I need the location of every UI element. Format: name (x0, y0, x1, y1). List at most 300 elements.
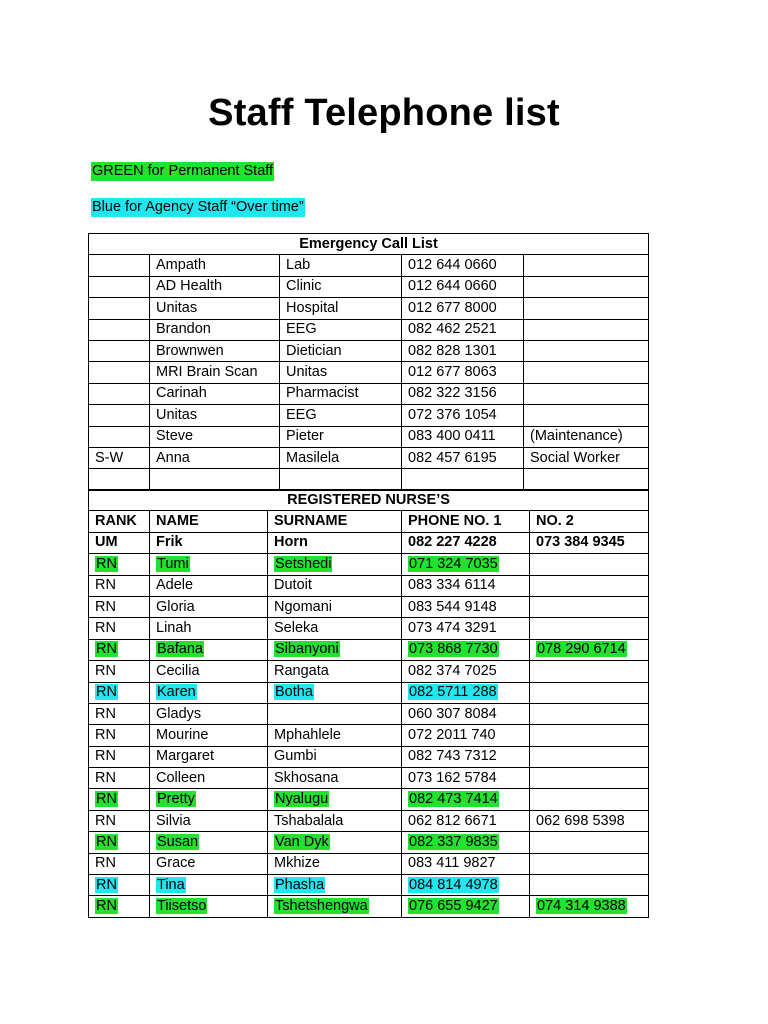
nurse-phone-2-cell (530, 896, 649, 917)
emergency-role-cell-text: Clinic (286, 278, 322, 295)
nurse-name-cell (150, 746, 268, 767)
nurse-phone-2-cell (530, 618, 649, 639)
nurse-phone-1-cell-text: 071 324 7035 (409, 555, 498, 572)
nurse-phone-1-cell-text: 084 814 4978 (409, 876, 498, 893)
nurse-name-cell (150, 596, 268, 617)
nurse-surname-cell (268, 661, 402, 682)
table-row (89, 639, 649, 660)
emergency-phone-cell-text: 012 677 8000 (408, 299, 497, 316)
emergency-role-cell (280, 405, 402, 426)
emergency-label-cell-text: S-W (95, 449, 124, 466)
nurse-phone-1-cell-text: 072 2011 740 (408, 726, 496, 743)
nurse-phone-2-cell (530, 746, 649, 767)
emergency-role-cell (280, 383, 402, 404)
emergency-role-cell (280, 340, 402, 361)
emergency-role-cell-text: Hospital (286, 299, 339, 316)
nurse-rank-cell (89, 575, 150, 596)
nurse-surname-cell-text: Tshetshengwa (275, 898, 368, 915)
emergency-phone-cell-text: 082 462 2521 (408, 321, 497, 338)
nurse-name-cell-text: Adele (156, 577, 194, 594)
emergency-note-cell (524, 469, 649, 490)
emergency-note-cell (524, 340, 649, 361)
nurse-name-cell (150, 832, 268, 853)
nurse-phone-1-cell (402, 832, 530, 853)
nurse-rank-cell (89, 682, 150, 703)
nurse-phone-2-cell (530, 639, 649, 660)
nurse-phone-1-cell (402, 661, 530, 682)
nurse-phone-2-cell (530, 810, 649, 831)
emergency-name-cell-text: Brownwen (156, 342, 224, 359)
emergency-name-cell-text: Unitas (156, 299, 198, 316)
nurse-name-cell (150, 575, 268, 596)
nurse-name-cell-text: Mourine (156, 726, 209, 743)
table-row (89, 725, 649, 746)
emergency-label-cell (89, 298, 150, 319)
table-row (89, 661, 649, 682)
nurse-name-cell (150, 682, 268, 703)
table-row (89, 554, 649, 575)
nurse-phone-1-cell (402, 768, 530, 789)
nurse-phone-2-cell (530, 768, 649, 789)
emergency-note-cell (524, 362, 649, 383)
emergency-name-cell-text: Steve (156, 428, 194, 445)
nurse-rank-cell (89, 596, 150, 617)
emergency-phone-cell (402, 426, 524, 447)
emergency-phone-cell (402, 255, 524, 276)
nurse-phone-1-cell-text: 060 307 8084 (408, 705, 497, 722)
emergency-name-cell (150, 426, 280, 447)
nurse-name-cell (150, 618, 268, 639)
nurse-rank-cell-text: RN (96, 898, 117, 915)
nurse-name-cell-text: Pretty (157, 791, 195, 808)
nurse-rank-cell-text: RN (96, 684, 117, 701)
emergency-name-cell (150, 276, 280, 297)
nurse-phone-2-cell-text: 074 314 9388 (537, 898, 626, 915)
emergency-name-cell (150, 340, 280, 361)
nurse-surname-cell-text: Setshedi (275, 555, 332, 572)
nurse-surname-cell (268, 746, 402, 767)
table-row (89, 298, 649, 319)
emergency-phone-cell (402, 383, 524, 404)
emergency-note-cell (524, 276, 649, 297)
emergency-role-cell (280, 426, 402, 447)
nurse-name-cell-text: Colleen (156, 769, 206, 786)
nurse-surname-cell (268, 596, 402, 617)
legend-agency-staff: Blue for Agency Staff “Over time” (92, 199, 304, 215)
nurse-surname-cell-text: Tshabalala (274, 812, 344, 829)
emergency-name-cell-text: Carinah (156, 385, 207, 402)
nurse-name-cell (150, 768, 268, 789)
table-row (89, 768, 649, 789)
nurse-name-cell-text: Tumi (157, 555, 189, 572)
nurse-surname-cell-text: Botha (275, 684, 313, 701)
emergency-note-cell-text: (Maintenance) (530, 428, 623, 445)
nurse-rank-cell-text: RN (96, 641, 117, 658)
nurse-name-cell (150, 725, 268, 746)
nurse-surname-cell (268, 532, 402, 553)
nurse-phone-1-cell-text: 082 743 7312 (408, 748, 497, 765)
nurse-rank-cell-text: RN (95, 726, 116, 743)
nurse-name-cell-text: Frik (156, 534, 183, 551)
nurse-name-cell-text: Grace (156, 855, 196, 872)
page-title: Staff Telephone list (208, 92, 560, 134)
emergency-label-cell (89, 426, 150, 447)
nurse-rank-cell (89, 875, 150, 896)
nurse-phone-1-cell-text: 073 162 5784 (408, 769, 497, 786)
nurse-phone-1-cell-text: 082 374 7025 (408, 662, 497, 679)
table-row (89, 832, 649, 853)
emergency-name-cell (150, 447, 280, 468)
nurse-surname-cell-text: Seleka (274, 620, 319, 637)
nurse-rank-cell-text: UM (95, 534, 118, 551)
nurse-surname-cell (268, 768, 402, 789)
nurse-rank-cell-text: RN (95, 577, 116, 594)
nurse-phone-2-cell (530, 875, 649, 896)
emergency-label-cell (89, 383, 150, 404)
emergency-label-cell (89, 340, 150, 361)
column-header-name-text: NAME (156, 513, 199, 530)
emergency-note-cell (524, 383, 649, 404)
nurse-name-cell-text: Gloria (156, 598, 195, 615)
table-row (89, 405, 649, 426)
column-header-phone-2 (530, 511, 649, 532)
nurses-header (89, 490, 649, 511)
emergency-phone-cell-text: 072 376 1054 (408, 406, 497, 423)
nurse-rank-cell-text: RN (95, 662, 116, 679)
emergency-name-cell (150, 405, 280, 426)
table-row (89, 575, 649, 596)
nurse-phone-1-cell (402, 703, 530, 724)
emergency-name-cell-text: MRI Brain Scan (156, 364, 258, 381)
table-row (89, 340, 649, 361)
nurse-rank-cell (89, 832, 150, 853)
emergency-role-cell-text: Unitas (286, 364, 328, 381)
nurse-rank-cell (89, 746, 150, 767)
emergency-role-cell (280, 447, 402, 468)
nurse-phone-2-cell-text: 073 384 9345 (536, 534, 625, 551)
table-row (89, 853, 649, 874)
nurse-phone-1-cell (402, 554, 530, 575)
nurse-phone-1-cell-text: 082 227 4228 (408, 534, 497, 551)
emergency-label-cell (89, 319, 150, 340)
column-header-phone-1-text: PHONE NO. 1 (408, 513, 502, 530)
nurses-header-text: REGISTERED NURSE’S (287, 491, 450, 508)
emergency-label-cell (89, 405, 150, 426)
nurse-rank-cell (89, 896, 150, 917)
nurse-surname-cell (268, 618, 402, 639)
emergency-note-cell (524, 298, 649, 319)
emergency-label-cell (89, 447, 150, 468)
nurse-name-cell-text: Silvia (156, 812, 191, 829)
column-header-phone-1 (402, 511, 530, 532)
nurse-phone-2-cell (530, 575, 649, 596)
emergency-role-cell (280, 298, 402, 319)
nurse-phone-2-cell (530, 554, 649, 575)
nurse-surname-cell-text: Van Dyk (275, 833, 329, 850)
nurse-name-cell-text: Gladys (156, 705, 202, 722)
nurse-rank-cell (89, 725, 150, 746)
emergency-call-table (88, 233, 649, 491)
nurse-phone-1-cell-text: 082 5711 288 (409, 684, 497, 701)
nurse-name-cell (150, 810, 268, 831)
nurse-rank-cell-text: RN (96, 555, 117, 572)
nurse-rank-cell-text: RN (95, 812, 116, 829)
nurse-phone-1-cell-text: 082 473 7414 (409, 791, 498, 808)
emergency-phone-cell-text: 012 644 0660 (408, 278, 497, 295)
nurse-phone-1-cell (402, 618, 530, 639)
nurse-name-cell (150, 896, 268, 917)
nurse-phone-1-cell-text: 083 334 6114 (408, 577, 496, 594)
emergency-name-cell (150, 298, 280, 319)
table-row (89, 703, 649, 724)
nurse-name-cell-text: Karen (157, 684, 196, 701)
legend-permanent-staff: GREEN for Permanent Staff (92, 163, 274, 179)
nurse-name-cell-text: Cecilia (156, 662, 200, 679)
nurse-phone-1-cell (402, 810, 530, 831)
nurse-surname-cell (268, 875, 402, 896)
nurse-rank-cell-text: RN (95, 855, 116, 872)
nurse-phone-2-cell (530, 661, 649, 682)
emergency-role-cell (280, 255, 402, 276)
emergency-name-cell (150, 469, 280, 490)
nurse-phone-1-cell (402, 682, 530, 703)
table-row (89, 362, 649, 383)
table-row (89, 426, 649, 447)
nurse-surname-cell-text: Phasha (275, 876, 325, 893)
nurse-surname-cell-text: Rangata (274, 662, 329, 679)
table-row (89, 469, 649, 490)
table-row (89, 875, 649, 896)
nurse-phone-1-cell (402, 639, 530, 660)
nurse-phone-1-cell (402, 725, 530, 746)
nurse-surname-cell-text: Horn (274, 534, 308, 551)
nurse-phone-1-cell-text: 083 544 9148 (408, 598, 497, 615)
nurse-surname-cell (268, 810, 402, 831)
emergency-name-cell-text: Anna (156, 449, 190, 466)
emergency-phone-cell (402, 362, 524, 383)
table-header-row (89, 234, 649, 255)
nurse-name-cell-text: Linah (156, 620, 192, 637)
emergency-role-cell-text: Dietician (286, 342, 342, 359)
nurse-surname-cell (268, 853, 402, 874)
nurse-phone-2-cell (530, 703, 649, 724)
emergency-note-cell (524, 255, 649, 276)
nurse-phone-1-cell-text: 073 868 7730 (409, 641, 498, 658)
emergency-label-cell (89, 276, 150, 297)
nurse-rank-cell (89, 703, 150, 724)
nurse-name-cell-text: Susan (157, 833, 199, 850)
nurse-phone-1-cell-text: 083 411 9827 (408, 855, 496, 872)
emergency-phone-cell (402, 405, 524, 426)
registered-nurses-table (88, 489, 649, 918)
nurse-surname-cell (268, 554, 402, 575)
emergency-phone-cell-text: 082 828 1301 (408, 342, 497, 359)
nurse-phone-1-cell (402, 596, 530, 617)
nurse-phone-1-cell (402, 853, 530, 874)
emergency-phone-cell-text: 083 400 0411 (408, 428, 496, 445)
nurse-rank-cell-text: RN (95, 769, 116, 786)
nurse-phone-1-cell (402, 532, 530, 553)
nurse-rank-cell-text: RN (95, 705, 116, 722)
emergency-phone-cell (402, 469, 524, 490)
nurse-surname-cell-text: Dutoit (274, 577, 312, 594)
table-header-row (89, 490, 649, 511)
nurse-rank-cell-text: RN (95, 748, 116, 765)
nurse-name-cell (150, 639, 268, 660)
column-header-rank (89, 511, 150, 532)
nurse-surname-cell (268, 789, 402, 810)
nurse-rank-cell (89, 554, 150, 575)
nurse-rank-cell-text: RN (95, 620, 116, 637)
nurse-rank-cell (89, 853, 150, 874)
emergency-role-cell-text: Pieter (286, 428, 324, 445)
nurse-name-cell (150, 853, 268, 874)
emergency-phone-cell-text: 082 457 6195 (408, 449, 497, 466)
nurse-surname-cell-text: Ngomani (274, 598, 333, 615)
table-row (89, 255, 649, 276)
nurse-phone-2-cell (530, 532, 649, 553)
nurse-name-cell (150, 789, 268, 810)
emergency-note-cell (524, 447, 649, 468)
table-row (89, 896, 649, 917)
emergency-role-cell-text: EEG (286, 321, 317, 338)
nurse-surname-cell (268, 575, 402, 596)
nurse-phone-2-cell (530, 789, 649, 810)
nurse-surname-cell (268, 832, 402, 853)
nurse-surname-cell-text: Mphahlele (274, 726, 341, 743)
column-header-surname (268, 511, 402, 532)
emergency-name-cell (150, 383, 280, 404)
emergency-phone-cell (402, 298, 524, 319)
column-header-row (89, 511, 649, 532)
emergency-role-cell-text: Lab (286, 257, 311, 274)
emergency-header-text: Emergency Call List (299, 235, 438, 252)
nurse-name-cell-text: Tina (157, 876, 185, 893)
nurse-surname-cell (268, 639, 402, 660)
nurse-surname-cell-text: Gumbi (274, 748, 317, 765)
emergency-label-cell (89, 362, 150, 383)
emergency-phone-cell (402, 447, 524, 468)
nurse-name-cell (150, 875, 268, 896)
nurse-rank-cell (89, 639, 150, 660)
emergency-note-cell (524, 319, 649, 340)
nurse-name-cell (150, 661, 268, 682)
nurse-phone-1-cell (402, 789, 530, 810)
column-header-phone-2-text: NO. 2 (536, 513, 574, 530)
nurse-phone-2-cell (530, 853, 649, 874)
nurse-surname-cell-text: Nyalugu (275, 791, 329, 808)
nurse-surname-cell (268, 682, 402, 703)
nurse-phone-2-cell-text: 078 290 6714 (537, 641, 626, 658)
emergency-role-cell-text: EEG (286, 406, 317, 423)
emergency-phone-cell-text: 012 677 8063 (408, 364, 497, 381)
emergency-header (89, 234, 649, 255)
emergency-name-cell-text: Brandon (156, 321, 211, 338)
table-row (89, 532, 649, 553)
nurse-phone-2-cell-text: 062 698 5398 (536, 812, 625, 829)
emergency-phone-cell (402, 340, 524, 361)
column-header-surname-text: SURNAME (274, 513, 348, 530)
emergency-role-cell-text: Masilela (286, 449, 340, 466)
table-row (89, 383, 649, 404)
nurse-surname-cell-text: Mkhize (274, 855, 320, 872)
nurse-phone-1-cell-text: 082 337 9835 (409, 833, 498, 850)
nurse-name-cell (150, 703, 268, 724)
table-row (89, 319, 649, 340)
nurse-name-cell (150, 532, 268, 553)
emergency-name-cell (150, 319, 280, 340)
table-row (89, 810, 649, 831)
nurse-phone-1-cell (402, 896, 530, 917)
emergency-role-cell-text: Pharmacist (286, 385, 359, 402)
nurse-name-cell-text: Bafana (157, 641, 203, 658)
nurse-name-cell (150, 554, 268, 575)
nurse-phone-1-cell-text: 062 812 6671 (408, 812, 497, 829)
emergency-name-cell-text: Ampath (156, 257, 206, 274)
emergency-note-cell (524, 405, 649, 426)
nurse-phone-1-cell-text: 076 655 9427 (409, 898, 498, 915)
emergency-phone-cell-text: 082 322 3156 (408, 385, 497, 402)
nurse-surname-cell-text: Sibanyoni (275, 641, 339, 658)
emergency-name-cell (150, 362, 280, 383)
nurse-name-cell-text: Margaret (156, 748, 215, 765)
nurse-surname-cell (268, 703, 402, 724)
emergency-name-cell-text: Unitas (156, 406, 198, 423)
nurse-phone-2-cell (530, 725, 649, 746)
emergency-phone-cell (402, 276, 524, 297)
nurse-rank-cell (89, 661, 150, 682)
emergency-name-cell (150, 255, 280, 276)
table-row (89, 789, 649, 810)
nurse-rank-cell (89, 768, 150, 789)
nurse-rank-cell (89, 532, 150, 553)
emergency-note-cell-text: Social Worker (530, 449, 620, 466)
nurse-phone-2-cell (530, 596, 649, 617)
nurse-rank-cell-text: RN (96, 833, 117, 850)
nurse-phone-2-cell (530, 682, 649, 703)
emergency-note-cell (524, 426, 649, 447)
emergency-phone-cell-text: 012 644 0660 (408, 257, 497, 274)
table-row (89, 682, 649, 703)
column-header-rank-text: RANK (95, 513, 137, 530)
table-row (89, 596, 649, 617)
emergency-label-cell (89, 255, 150, 276)
nurse-surname-cell-text: Skhosana (274, 769, 339, 786)
table-row (89, 447, 649, 468)
nurse-rank-cell-text: RN (96, 876, 117, 893)
emergency-role-cell (280, 362, 402, 383)
nurse-surname-cell (268, 896, 402, 917)
nurse-name-cell-text: Tiisetso (157, 898, 207, 915)
nurse-rank-cell (89, 789, 150, 810)
emergency-role-cell (280, 276, 402, 297)
nurse-phone-1-cell (402, 875, 530, 896)
table-row (89, 276, 649, 297)
nurse-phone-1-cell (402, 575, 530, 596)
nurse-rank-cell-text: RN (95, 598, 116, 615)
nurse-phone-1-cell (402, 746, 530, 767)
table-row (89, 746, 649, 767)
emergency-role-cell (280, 319, 402, 340)
nurse-rank-cell-text: RN (96, 791, 117, 808)
nurse-surname-cell (268, 725, 402, 746)
table-row (89, 618, 649, 639)
column-header-name (150, 511, 268, 532)
emergency-label-cell (89, 469, 150, 490)
nurse-phone-1-cell-text: 073 474 3291 (408, 620, 497, 637)
nurse-rank-cell (89, 810, 150, 831)
nurse-phone-2-cell (530, 832, 649, 853)
